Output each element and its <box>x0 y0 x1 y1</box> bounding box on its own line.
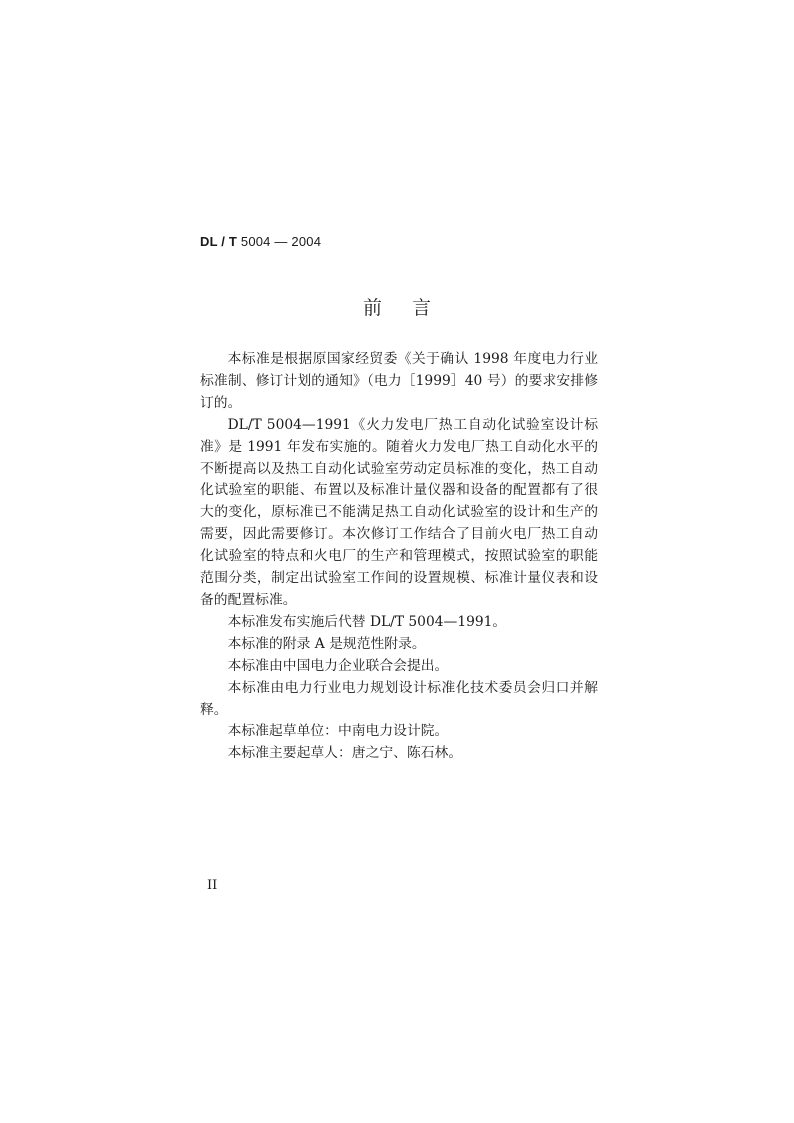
paragraph-proposer: 本标准由中国电力企业联合会提出。 <box>227 657 449 674</box>
page-title: 前言 <box>362 297 461 319</box>
paragraph-replacement: 本标准发布实施后代替 DL/T 5004—1991。 <box>227 613 507 630</box>
foreword-body <box>200 349 598 765</box>
paragraph-appendix: 本标准的附录 A 是规范性附录。 <box>227 635 426 652</box>
paragraph-drafters: 本标准主要起草人：唐之宁、陈石林。 <box>227 745 463 762</box>
document-code-number: 5004 — 2004 <box>240 234 322 249</box>
paragraph-drafting-unit: 本标准起草单位：中南电力设计院。 <box>227 723 449 740</box>
page-number: II <box>207 878 218 893</box>
paragraph-interpreter: 本标准由电力行业电力规划设计标准化技术委员会归口并解释。 <box>200 679 598 718</box>
document-code-prefix: DL / T <box>200 234 238 249</box>
document-code-header <box>200 234 321 249</box>
paragraph-revision-reason: DL/T 5004—1991《火力发电厂热工自动化试验室设计标准》是 1991 年发布实施的。随着火力发电厂热工自动化水平的不断提高以及热工自动化试验室劳动定员标准的变化，热工自动化试验室的职能、布置以及标准计量仪器和设备的配置都有了很大的变化，原标准已不能满足热工自动化试验室的设计和生产的需要，因此需要修订。本次修订工作结合了目前火电厂热工自动化试验室的特点和火电厂的生产和管理模式，按照试验室的职能范围分类，制定出试验室工作间的设置规模、标准计量仪表和设备的配置标准。 <box>200 416 598 608</box>
paragraph-revision-basis: 本标准是根据原国家经贸委《关于确认 1998 年度电力行业标准制、修订计划的通知》（电力［1999］40 号）的要求安排修订的。 <box>200 351 598 411</box>
